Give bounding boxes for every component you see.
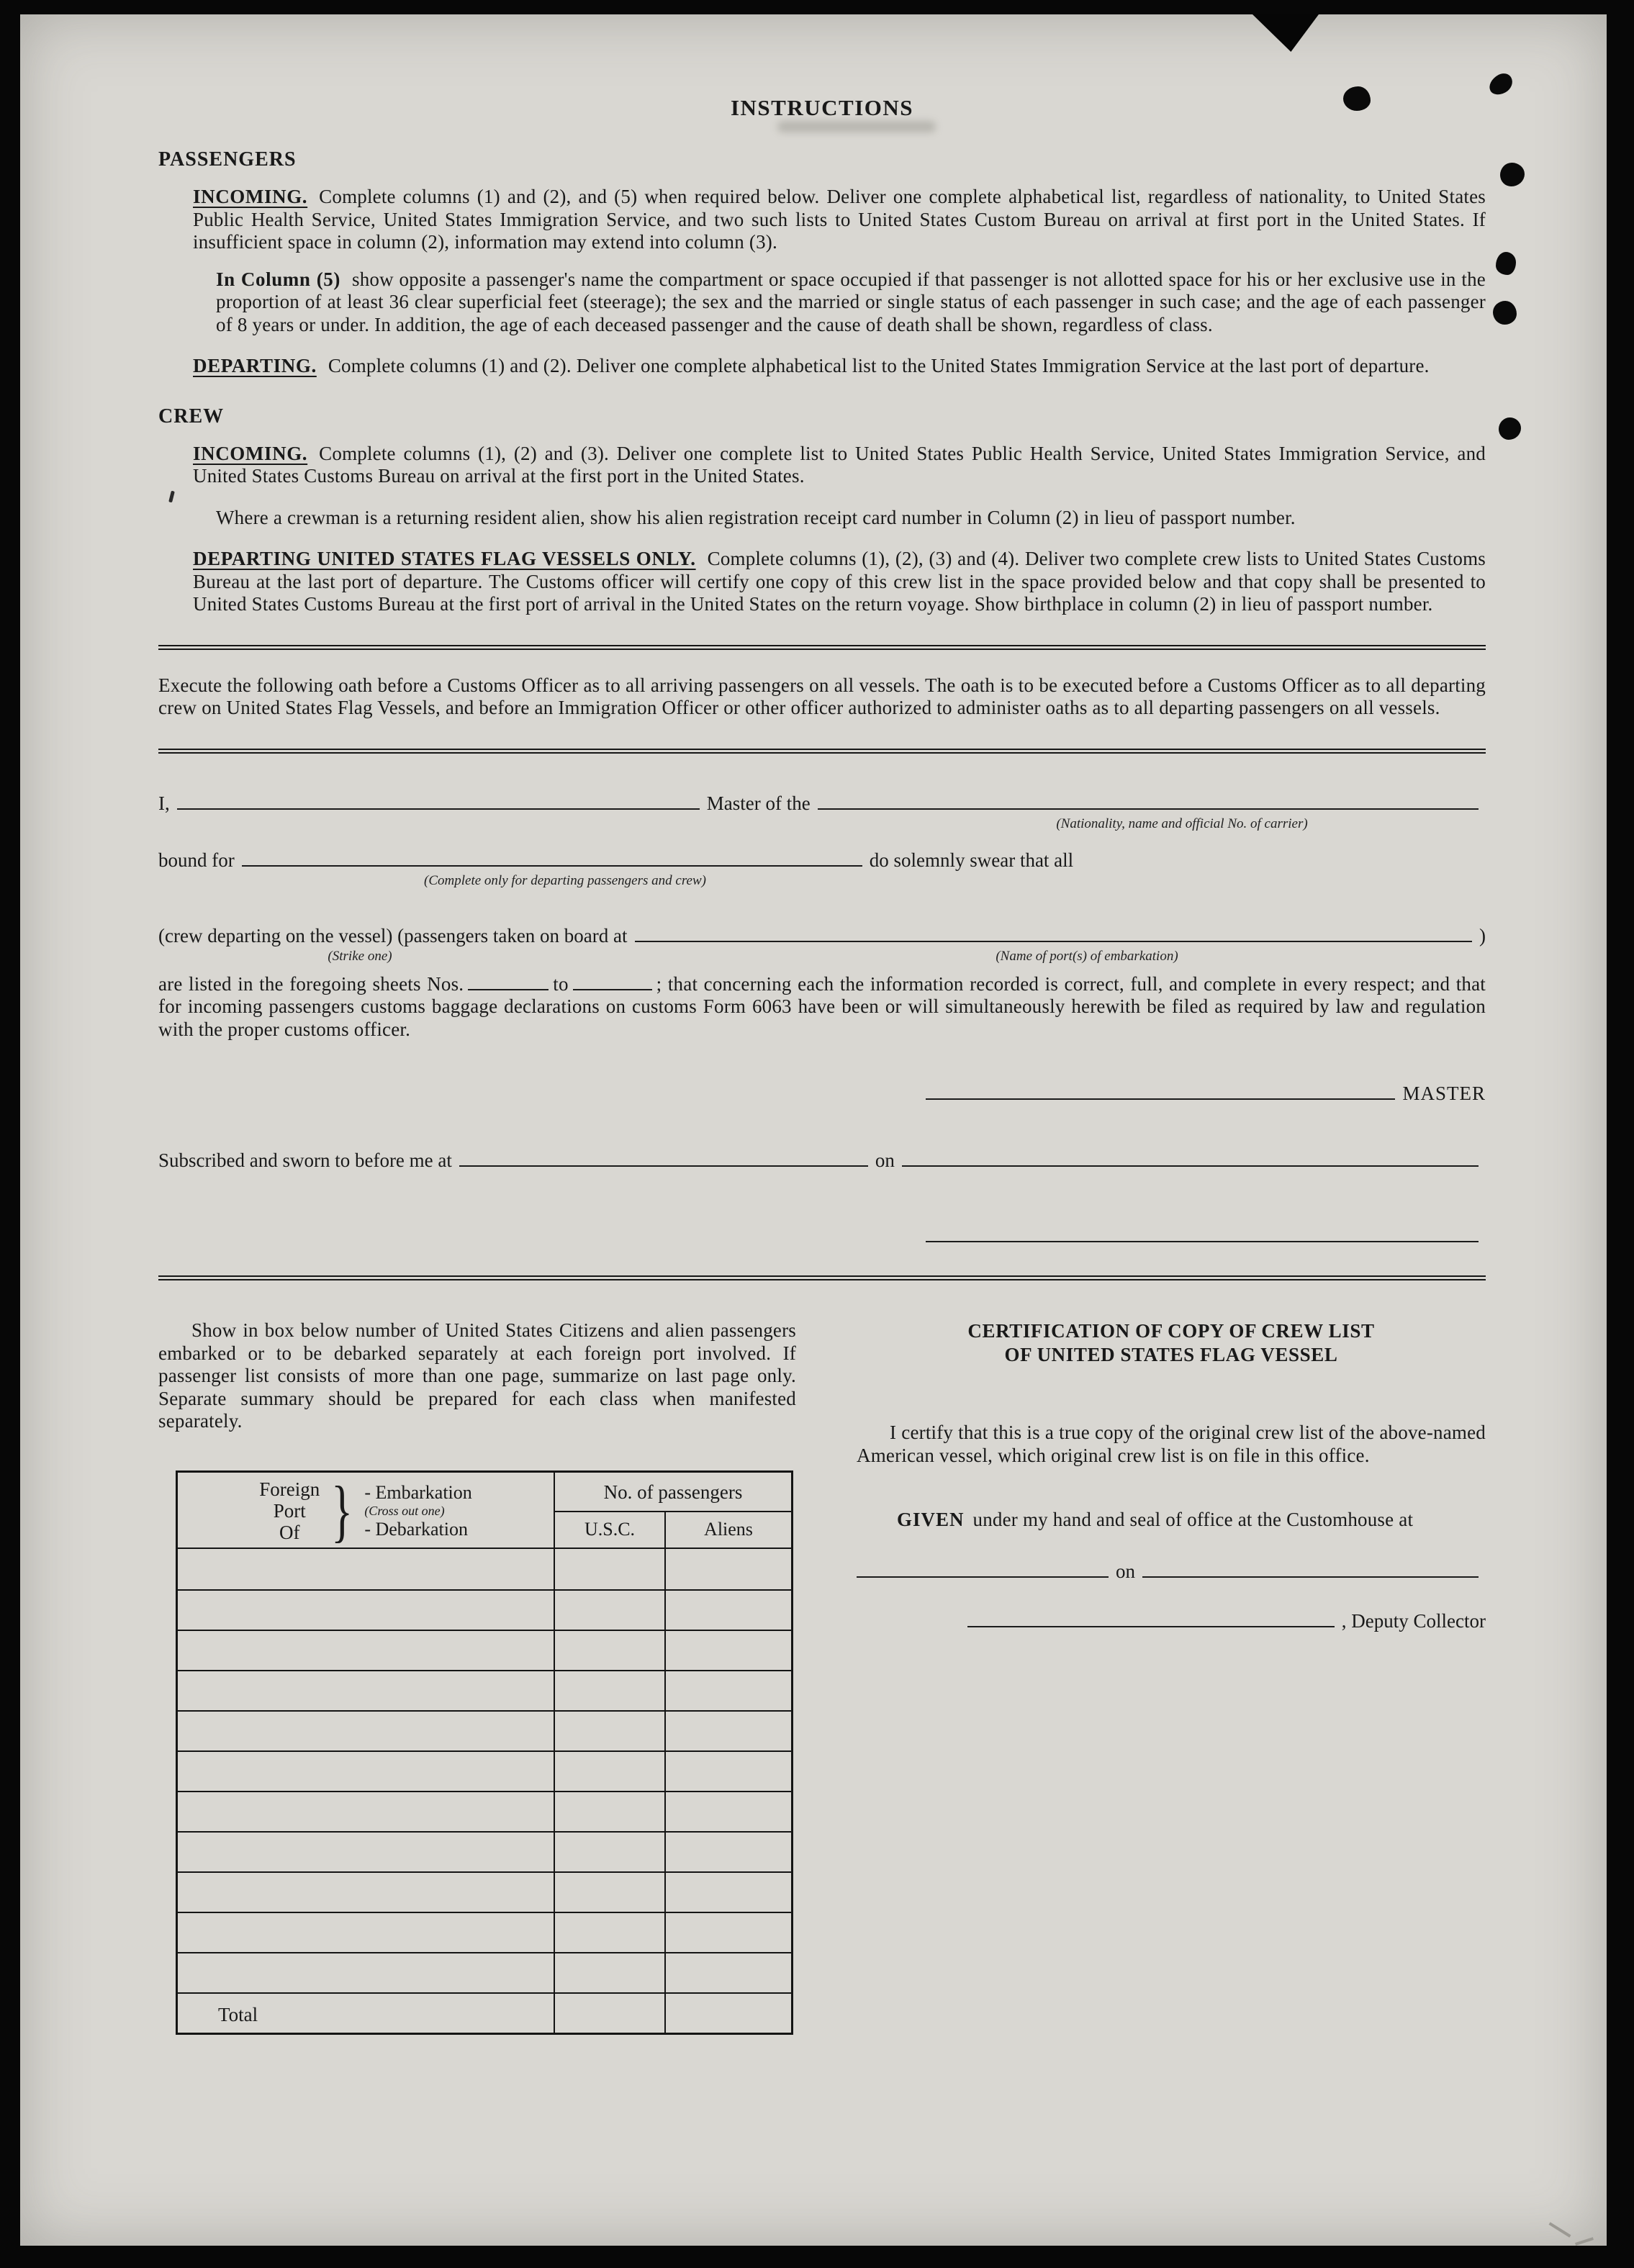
strike-caption: (Strike one) <box>328 948 392 964</box>
destination-blank <box>242 864 862 867</box>
deputy-signature-blank <box>967 1625 1335 1627</box>
certification-body-paragraph: I certify that this is a true copy of the original crew list of the above-named American vessel, which original crew list is on file in this office. <box>857 1422 1486 1466</box>
aliens-header: Aliens <box>704 1518 753 1540</box>
of-word: Of <box>279 1521 300 1543</box>
incoming-label: INCOMING. <box>193 186 308 207</box>
certification-title-line2: OF UNITED STATES FLAG VESSEL <box>1004 1344 1338 1365</box>
table-row <box>178 1670 791 1710</box>
oath-listed-paragraph <box>158 973 1486 1042</box>
sworn-place-blank <box>459 1164 868 1167</box>
table-row <box>178 1710 791 1750</box>
crew-departing-paragraph <box>193 548 1486 616</box>
crew-heading: CREW <box>158 405 225 428</box>
port-summary-table <box>176 1470 793 2035</box>
sworn-date-blank <box>902 1164 1479 1167</box>
table-row <box>178 1549 791 1589</box>
divider-rule <box>158 1275 1486 1280</box>
sheet-to-blank <box>573 988 652 990</box>
port-word: Port <box>273 1499 306 1522</box>
page-title: INSTRUCTIONS <box>730 95 913 120</box>
strike-text: (crew departing on the vessel) (passengers taken on board at <box>158 924 628 946</box>
i-label: I, <box>158 792 170 814</box>
deputy-collector-line <box>857 1610 1486 1632</box>
oath-master-line <box>158 792 1486 815</box>
close-paren: ) <box>1479 924 1486 946</box>
customhouse-blank <box>857 1575 1109 1578</box>
total-label: Total <box>178 1994 555 2033</box>
subscribed-label: Subscribed and sworn to before me at <box>158 1149 452 1171</box>
foreign-word: Foreign <box>259 1478 320 1500</box>
bound-caption: (Complete only for departing passengers and crew) <box>424 872 706 888</box>
column5-text: show opposite a passenger's name the compartment or space occupied if that passenger is not allotted space for his or her exclusive use in the proportion of at least 36 clear superficial feet (steerage); the sex and the married or single status of each passenger in such case; and the age of each passenger of 8 years or under. In addition, the age of each deceased passenger and the cause of death shall be shown, regardless of class. <box>216 268 1486 335</box>
customhouse-date-line <box>857 1560 1486 1583</box>
passengers-heading: PASSENGERS <box>158 148 297 171</box>
certification-title <box>857 1319 1486 1367</box>
oath-intro-paragraph: Execute the following oath before a Customs Officer as to all arriving passengers on all vessels. The oath is to be executed before a Customs Officer as to all departing crew on United States Flag Vessels, and before an Immigration Officer or other officer authorized to administer oaths as to all departing passengers on all vessels. <box>158 674 1486 718</box>
given-text: under my hand and seal of office at the Customhouse at <box>972 1509 1414 1530</box>
table-row <box>178 1912 791 1952</box>
deputy-collector-label: , Deputy Collector <box>1341 1609 1486 1632</box>
port-caption: (Name of port(s) of embarkation) <box>996 948 1178 964</box>
master-name-blank <box>177 807 700 810</box>
table-row <box>178 1630 791 1670</box>
port-blank <box>635 939 1472 942</box>
crew-incoming-paragraph <box>193 443 1486 488</box>
brace-glyph: } <box>331 1471 353 1549</box>
listed-pre-text: are listed in the foregoing sheets Nos. <box>158 972 464 995</box>
master-signature-line <box>918 1083 1486 1105</box>
debarkation-option: - Debarkation <box>364 1518 468 1540</box>
table-row <box>178 1831 791 1871</box>
officer-signature-blank <box>926 1239 1479 1242</box>
master-signature-blank <box>926 1097 1395 1100</box>
divider-rule <box>158 749 1486 754</box>
scanned-form-page <box>20 14 1607 2246</box>
swear-text: do solemnly swear that all <box>869 849 1074 871</box>
certification-title-line1: CERTIFICATION OF COPY OF CREW LIST <box>967 1320 1375 1342</box>
incoming-text: Complete columns (1) and (2), and (5) when required below. Deliver one complete alphabetical list, regardless of nationality, to United States Public Health Service, United States Immigration Service, and two such lists to United States Custom Bureau on arrival at first port in the United States. If insufficient space in column (2), information may extend into column (3). <box>193 186 1486 253</box>
certification-column <box>857 1319 1486 2035</box>
to-word: to <box>553 972 569 995</box>
strike-caption-row <box>158 947 1486 966</box>
embarkation-option: - Embarkation <box>364 1481 472 1503</box>
master-of-label: Master of the <box>706 792 811 814</box>
table-header <box>178 1473 791 1549</box>
passengers-header-cell <box>555 1473 791 1548</box>
passengers-incoming-paragraph <box>193 186 1486 254</box>
port-summary-column <box>158 1319 796 2035</box>
certification-date-blank <box>1142 1575 1479 1578</box>
bound-for-label: bound for <box>158 849 235 871</box>
crew-incoming-label: INCOMING. <box>193 442 308 464</box>
crew-resident-paragraph: Where a crewman is a returning resident alien, show his alien registration receipt card number in Column (2) in lieu of passport number. <box>216 506 1296 528</box>
table-row <box>178 1750 791 1791</box>
crew-departing-label: DEPARTING UNITED STATES FLAG VESSELS ONLY. <box>193 548 696 569</box>
table-total-row <box>178 1992 791 2033</box>
table-row <box>178 1791 791 1831</box>
crew-incoming-text: Complete columns (1), (2) and (3). Deliver one complete list to United States Public Health Service, United States Immigration Service, and United States Customs Bureau on arrival at the first port in the United States. <box>193 442 1486 487</box>
departing-label: DEPARTING. <box>193 355 317 376</box>
oath-bound-line <box>158 849 1486 872</box>
divider-rule <box>158 645 1486 650</box>
table-row <box>178 1589 791 1630</box>
on-word: on <box>875 1149 895 1171</box>
table-row <box>178 1871 791 1912</box>
given-paragraph <box>857 1509 1486 1532</box>
officer-signature-line <box>918 1239 1486 1242</box>
carrier-caption: (Nationality, name and official No. of carrier) <box>1056 816 1308 831</box>
bottom-section <box>158 1319 1486 2035</box>
summary-note-paragraph: Show in box below number of United States Citizens and alien passengers embarked or to be debarked separately at each foreign port involved. If passenger list consists of more than one page, summarize on last page only. Separate summary should be prepared for each class when manifested separately. <box>158 1319 796 1432</box>
no-of-passengers-header: No. of passengers <box>555 1473 791 1512</box>
listed-post-text: ; that concerning each the information recorded is correct, full, and complete in every respect; and that for incoming passengers customs baggage declarations on customs Form 6063 have been or will simultaneously herewith be filed as required by law and regulation with the proper customs officer. <box>158 972 1486 1040</box>
table-row <box>178 1952 791 1992</box>
cross-out-caption: (Cross out one) <box>364 1503 445 1518</box>
master-label: MASTER <box>1402 1083 1486 1104</box>
usc-header: U.S.C. <box>555 1512 666 1548</box>
certification-on-word: on <box>1116 1560 1135 1582</box>
passengers-departing-paragraph <box>193 355 1486 378</box>
oath-strike-line <box>158 925 1486 947</box>
bound-caption-row <box>158 872 1486 890</box>
carrier-blank <box>818 807 1479 810</box>
carrier-caption-row <box>158 815 1486 833</box>
column5-label: In Column (5) <box>216 268 340 290</box>
foreign-port-header-cell <box>178 1473 555 1548</box>
crew-departing-text: Complete columns (1), (2), (3) and (4). Deliver two complete crew lists to United States Customs Bureau at the last port of departure. The Customs officer will certify one copy of this crew list in the space provided below and that copy shall be presented to United States Customs Bureau at the first port of arrival in the United States on the return voyage. Show birthplace in column (2) in lieu of passport number. <box>193 548 1486 615</box>
departing-text: Complete columns (1) and (2). Deliver one complete alphabetical list to the United States Immigration Service at the last port of departure. <box>328 355 1430 376</box>
passengers-column5-paragraph <box>216 268 1486 337</box>
subscribed-line <box>158 1149 1486 1172</box>
sheet-from-blank <box>468 988 549 990</box>
given-label: GIVEN <box>897 1509 965 1530</box>
